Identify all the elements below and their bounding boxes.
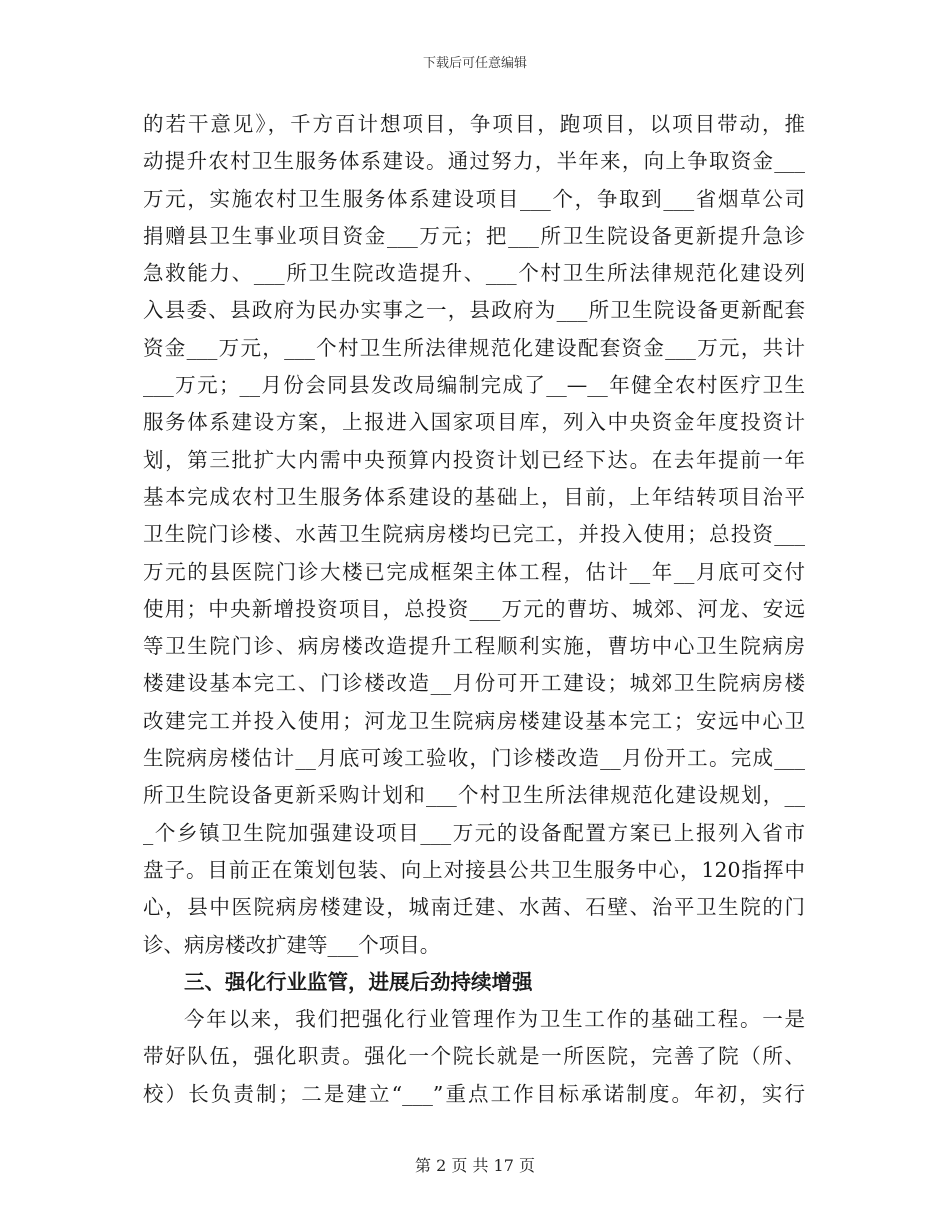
section-heading: 三、强化行业监管，进展后劲持续增强	[184, 969, 533, 994]
body-line: ___万元；__月份会同县发改局编制完成了__—__年健全农村医疗卫生	[143, 373, 805, 398]
body-line: 的若干意见》，千方百计想项目，争项目，跑项目，以项目带动，推	[143, 112, 805, 136]
body-line: 盘子。目前正在策划包装、向上对接县公共卫生服务中心，120指挥中	[143, 857, 805, 882]
body-line: _个乡镇卫生院加强建设项目___万元的设备配置方案已上报列入省市	[143, 820, 805, 845]
body-line: 生院病房楼估计__月底可竣工验收，门诊楼改造__月份开工。完成___	[143, 746, 805, 771]
body-line: 入县委、县政府为民办实事之一，县政府为___所卫生院设备更新配套	[143, 298, 805, 323]
body-line: 划，第三批扩大内需中央预算内投资计划已经下达。在去年提前一年	[143, 447, 805, 472]
body-line: 动提升农村卫生服务体系建设。通过努力，半年来，向上争取资金___	[143, 149, 805, 174]
body-line: 诊、病房楼改扩建等___个项目。	[143, 932, 441, 957]
document-body	[143, 106, 805, 1113]
body-line: 使用；中央新增投资项目，总投资___万元的曹坊、城郊、河龙、安远	[143, 596, 805, 621]
page-header-note: 下载后可任意编辑	[422, 56, 527, 71]
body-line: 资金___万元，___个村卫生所法律规范化建设配套资金___万元，共计	[143, 335, 805, 360]
body-line: 改建完工并投入使用；河龙卫生院病房楼建设基本完工；安远中心卫	[143, 708, 805, 733]
body-line: 急救能力、___所卫生院改造提升、___个村卫生所法律规范化建设列	[143, 261, 805, 286]
paragraph-first-line: 今年以来，我们把强化行业管理作为卫生工作的基础工程。一是	[184, 1007, 805, 1032]
body-line: 万元，实施农村卫生服务体系建设项目___个，争取到___省烟草公司	[143, 186, 805, 211]
body-line: 捐赠县卫生事业项目资金___万元；把___所卫生院设备更新提升急诊	[143, 223, 805, 248]
body-line: 卫生院门诊楼、水茜卫生院病房楼均已完工，并投入使用；总投资___	[143, 522, 805, 547]
body-line: 心，县中医院病房楼建设，城南迁建、水茜、石壁、治平卫生院的门	[143, 895, 805, 920]
body-line: 校）长负责制；二是建立“___”重点工作目标承诺制度。年初，实行	[143, 1081, 805, 1106]
body-line: 服务体系建设方案，上报进入国家项目库，列入中央资金年度投资计	[143, 410, 805, 435]
body-line: 万元的县医院门诊大楼已完成框架主体工程，估计__年__月底可交付	[143, 559, 805, 584]
body-line: 带好队伍，强化职责。强化一个院长就是一所医院，完善了院（所、	[143, 1044, 805, 1069]
body-line: 等卫生院门诊、病房楼改造提升工程顺利实施，曹坊中心卫生院病房	[143, 634, 805, 659]
body-line: 楼建设基本完工、门诊楼改造__月份可开工建设；城郊卫生院病房楼	[143, 671, 805, 696]
page-number: 第 2 页 共 17 页	[415, 1156, 535, 1175]
body-line: 基本完成农村卫生服务体系建设的基础上，目前，上年结转项目治平	[143, 484, 805, 509]
body-line: 所卫生院设备更新采购计划和___个村卫生所法律规范化建设规划，__	[143, 783, 805, 808]
